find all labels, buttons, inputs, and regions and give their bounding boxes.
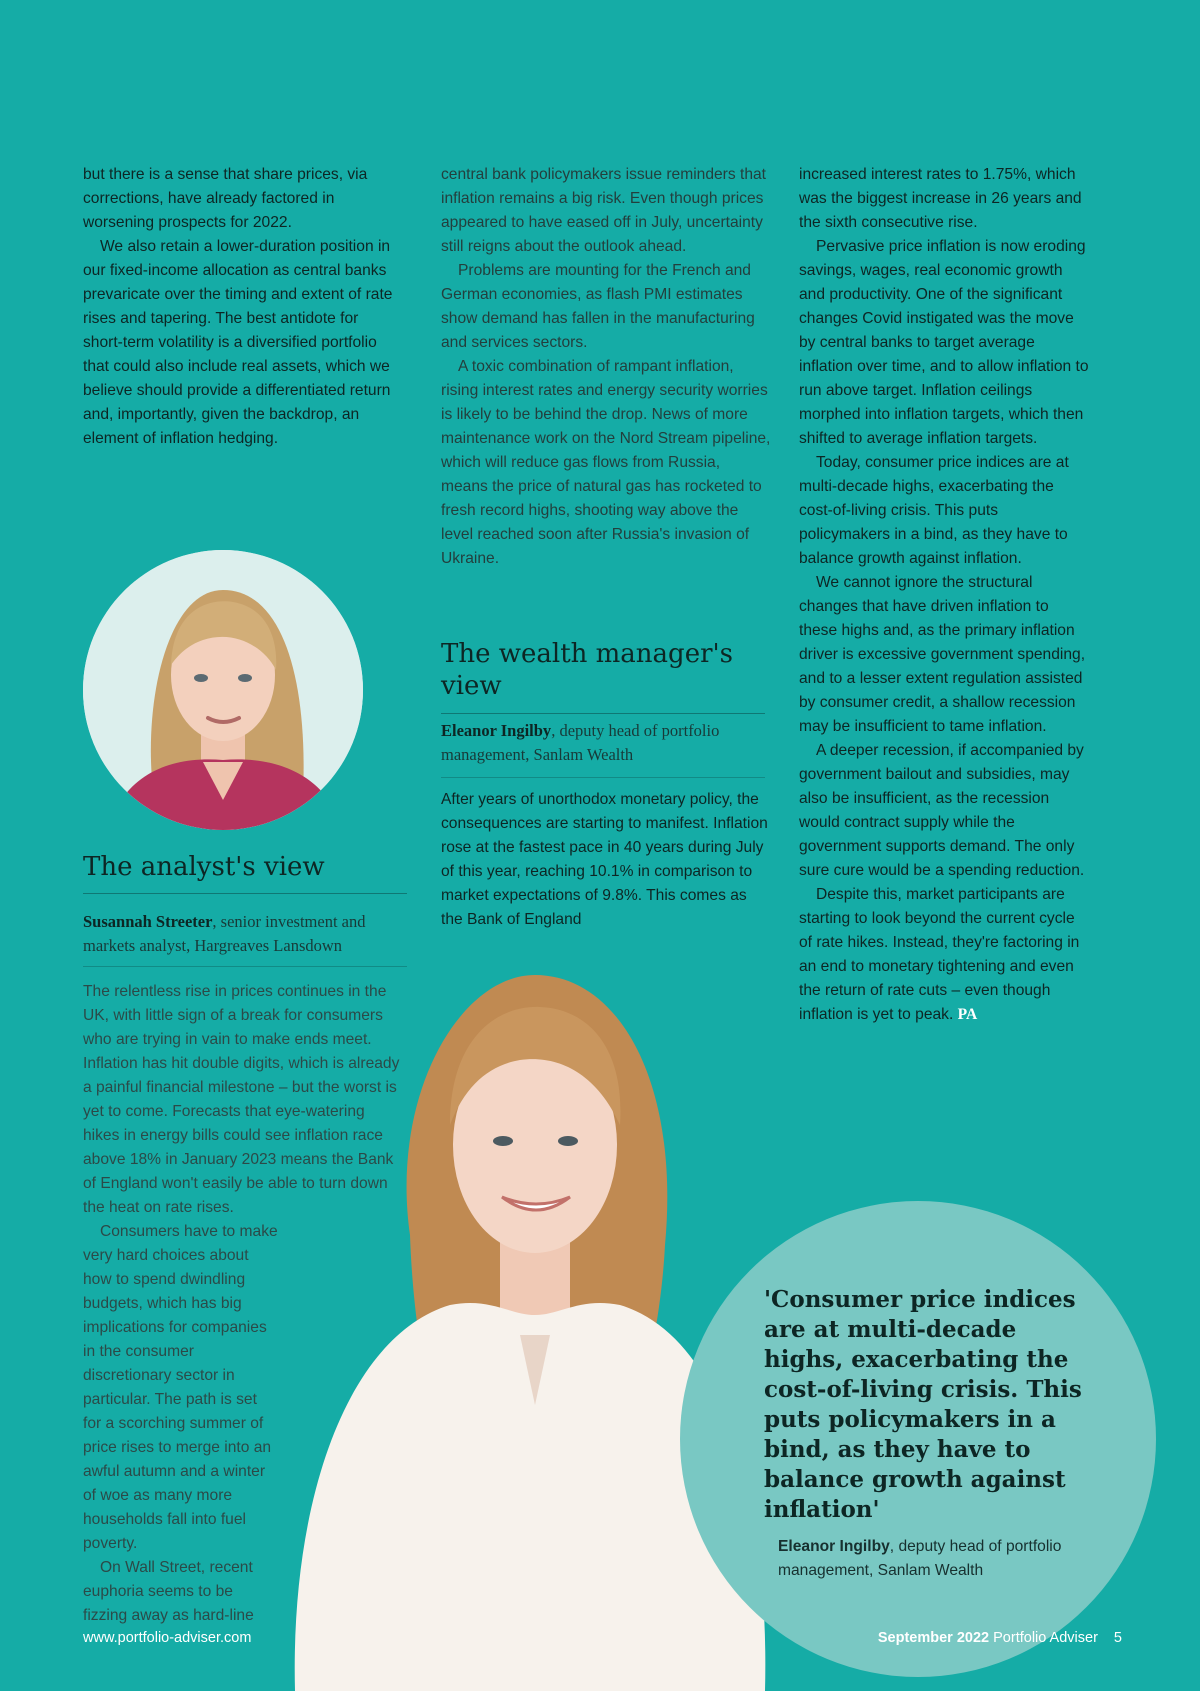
- byline-name: Eleanor Ingilby: [441, 721, 552, 740]
- paragraph: The relentless rise in prices continues in the UK, with little sign of a break for consumers who are trying in vain to make ends meet. Inflation has hit double digits, which is already a painful financial milestone – but the worst is yet to come. Forecasts that eye-watering hikes in energy bills could see inflation race above 18% in January 2023 means the Bank of England won't easily be able to turn down the heat on rate rises.: [83, 983, 400, 1216]
- byline-rule: [83, 966, 407, 967]
- paragraph: Consumers have to make very hard choices about how to spend dwindling budgets, which has big implications for companies in the consumer discretionary sector in particular. The path is set for a scorching summer of price rises to merge into an awful autumn and a winter of woe as many more households fall into fuel poverty.: [83, 1223, 278, 1552]
- paragraph-text: Despite this, market participants are starting to look beyond the current cycle of rate hikes. Instead, they're factoring in an end to monetary tightening and even the return of rate cuts – even though inflation is yet to peak.: [799, 886, 1080, 1023]
- byline-rule: [441, 777, 765, 778]
- paragraph: but there is a sense that share prices, via corrections, have already factored in worsening prospects for 2022.: [83, 166, 368, 231]
- paragraph-final: [799, 883, 1089, 1027]
- footer-issue-date: September 2022: [877, 1630, 990, 1646]
- paragraph: central bank policymakers issue reminders that inflation remains a big risk. Even though prices appeared to have eased off in July, uncertainty still reigns about the outlook ahead.: [441, 166, 767, 255]
- attribution-role: , deputy head of portfolio management, Sanlam Wealth: [778, 1538, 1062, 1579]
- heading-rule: [83, 893, 407, 894]
- analyst-body: [83, 980, 413, 1628]
- portrait-illustration: [83, 550, 363, 830]
- paragraph: On Wall Street, recent euphoria seems to be fizzing away as hard-line: [83, 1559, 254, 1624]
- paragraph: A toxic combination of rampant inflation, rising interest rates and energy security worries is likely to be behind the drop. News of more maintenance work on the Nord Stream pipeline, which will reduce gas flows from Russia, means the price of natural gas has rocketed to fresh record highs, shooting way above the level reached soon after Russia's invasion of Ukraine.: [441, 358, 771, 567]
- paragraph: Problems are mounting for the French and German economies, as flash PMI estimates show demand has fallen in the manufacturing and services sectors.: [441, 262, 755, 351]
- column-2-body: [441, 163, 771, 571]
- paragraph: Pervasive price inflation is now eroding savings, wages, real economic growth and productivity. One of the significant changes Covid instigated was the move by central banks to target average inflation over time, and to allow inflation to run above target. Inflation ceilings morphed into inflation targets, which then shifted to average inflation targets.: [799, 238, 1089, 447]
- heading-rule: [441, 713, 765, 714]
- paragraph: We cannot ignore the structural changes that have driven inflation to these highs and, as the primary inflation driver is excessive government spending, and to a lesser extent regulation assisted by consumer credit, a shallow recession may be insufficient to tame inflation.: [799, 574, 1086, 735]
- article-signoff: PA: [957, 1006, 978, 1023]
- byline-wealth-manager: [441, 719, 771, 767]
- column-3-body: [799, 163, 1089, 1027]
- paragraph: After years of unorthodox monetary policy, the consequences are starting to manifest. Inflation rose at the fastest pace in 40 years during July of this year, reaching 10.1% in comparison to market expectations of 9.8%. This comes as the Bank of England: [441, 791, 768, 928]
- byline-name: Susannah Streeter: [83, 912, 213, 931]
- footer-publication: Portfolio Adviser: [993, 1630, 1098, 1646]
- footer-url: www.portfolio-adviser.com: [83, 1630, 252, 1646]
- pull-quote-attribution: [778, 1535, 1098, 1583]
- paragraph: A deeper recession, if accompanied by government bailout and subsidies, may also be insufficient, as the recession would contract supply while the government supports demand. The only sure cure would be a spending reduction.: [799, 742, 1085, 879]
- paragraph: increased interest rates to 1.75%, which was the biggest increase in 26 years and the sixth consecutive rise.: [799, 166, 1082, 231]
- portrait-susannah-streeter: [83, 550, 363, 830]
- byline-role: , senior investment and markets analyst, Hargreaves Lansdown: [83, 912, 366, 955]
- section-heading-wealth-manager: The wealth manager's view: [441, 639, 734, 701]
- wealth-manager-body: [441, 788, 771, 932]
- section-heading-analyst: The analyst's view: [83, 852, 325, 882]
- footer-issue-info: [878, 1630, 1122, 1646]
- attribution-name: Eleanor Ingilby: [778, 1538, 890, 1555]
- byline-role: , deputy head of portfolio management, Sanlam Wealth: [441, 721, 720, 764]
- column-1-body: [83, 163, 401, 451]
- pull-quote: 'Consumer price indices are at multi-decade highs, exacerbating the cost-of-living crisis. This puts policymakers in a bind, as they have to balance growth against inflation': [764, 1286, 1082, 1523]
- page-number: 5: [1113, 1630, 1122, 1646]
- paragraph: Today, consumer price indices are at multi-decade highs, exacerbating the cost-of-living crisis. This puts policymakers in a bind, as they have to balance growth against inflation.: [799, 454, 1069, 567]
- paragraph: We also retain a lower-duration position in our fixed-income allocation as central banks prevaricate over the timing and extent of rate rises and tapering. The best antidote for short-term volatility is a diversified portfolio that could also include real assets, which we believe should provide a differentiated return and, importantly, given the backdrop, an element of inflation hedging.: [83, 238, 393, 447]
- byline-analyst: [83, 910, 413, 958]
